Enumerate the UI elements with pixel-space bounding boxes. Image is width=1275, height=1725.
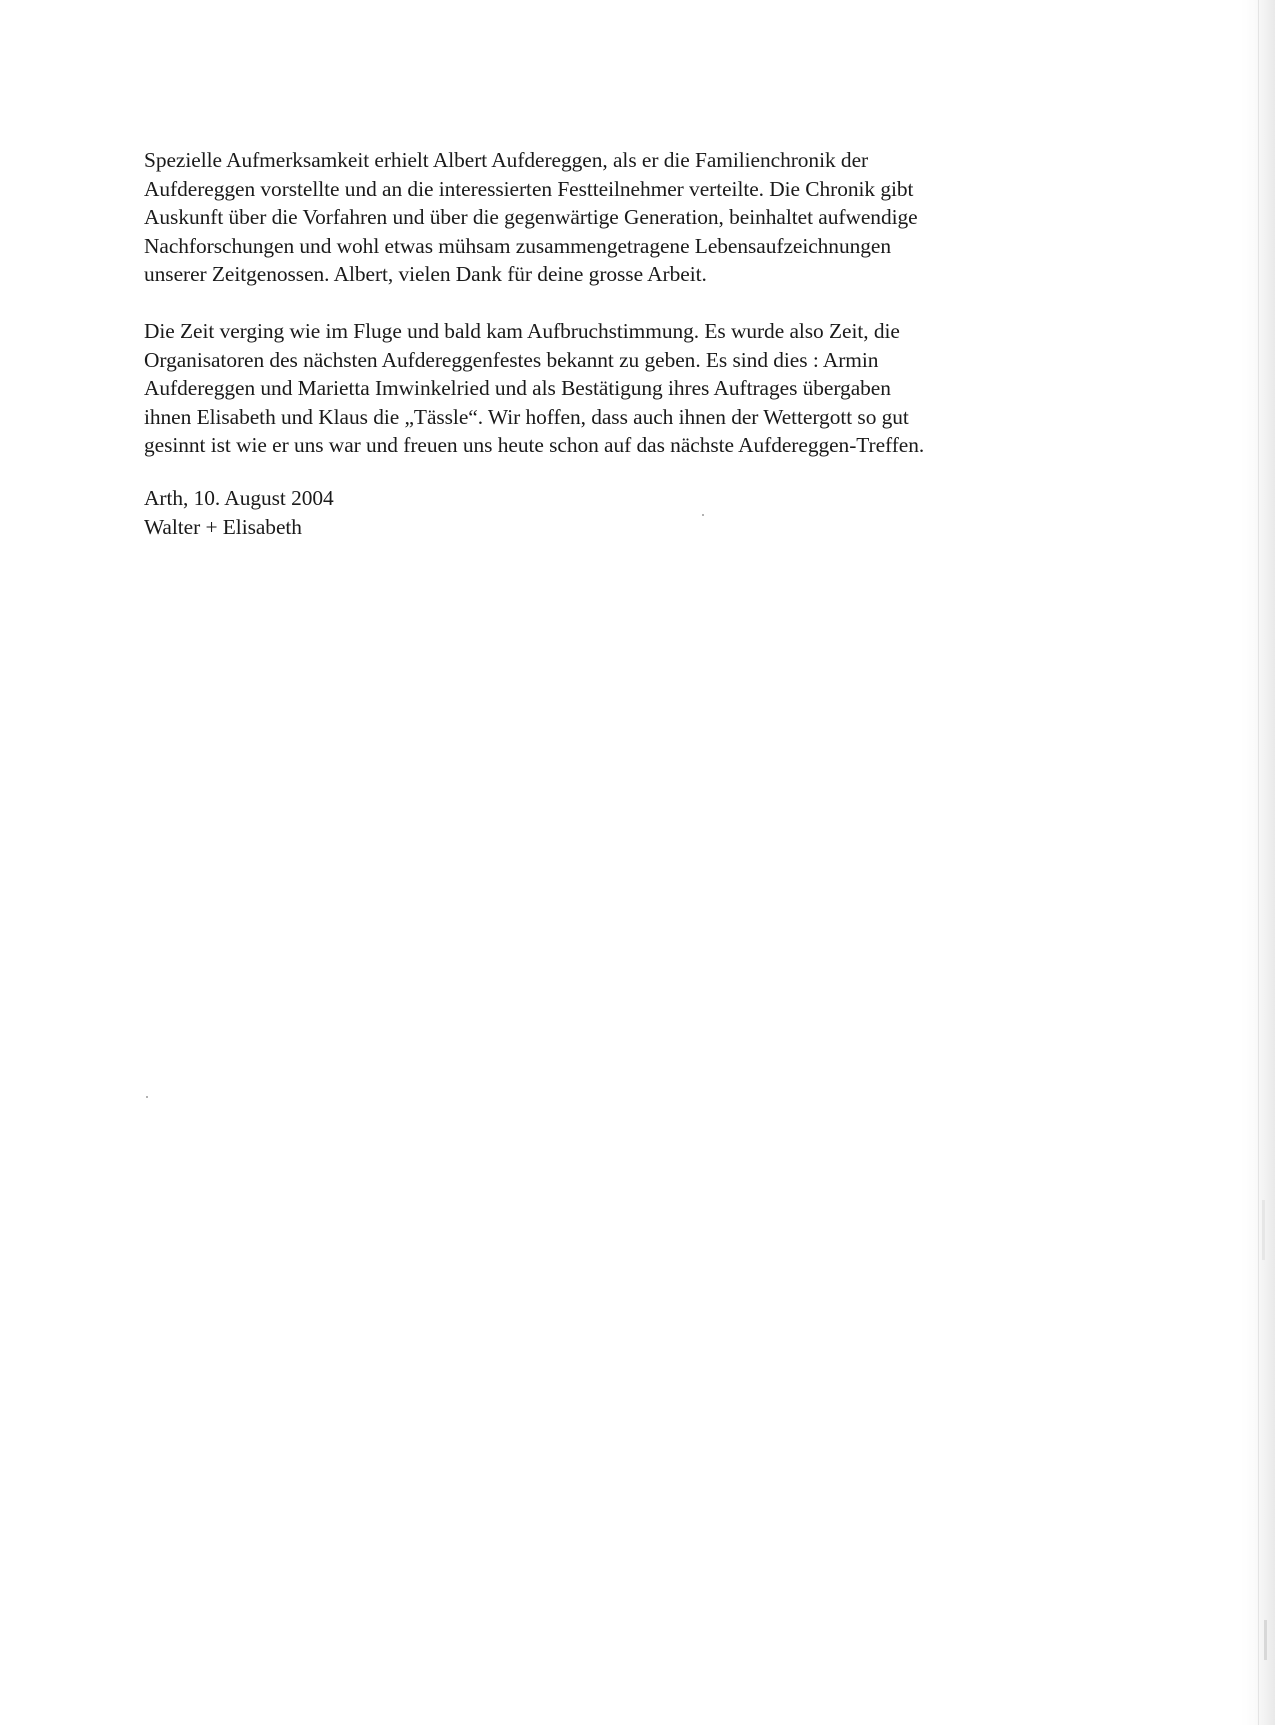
paragraph-spacer bbox=[144, 289, 1124, 317]
paragraph-chronik bbox=[144, 146, 1124, 289]
scan-edge-line bbox=[1258, 0, 1259, 1725]
text-line: ihnen Elisabeth und Klaus die „Tässle“. Wir hoffen, dass auch ihnen der Wettergott so gut bbox=[144, 404, 909, 429]
scan-speck bbox=[146, 1096, 148, 1098]
text-line: Aufdereggen und Marietta Imwinkelried und als Bestätigung ihres Auftrages übergaben bbox=[144, 376, 891, 401]
paragraph-spacer bbox=[144, 460, 1124, 484]
text-line: Auskunft über die Vorfahren und über die gegenwärtige Generation, beinhaltet aufwendige bbox=[144, 205, 918, 230]
letter-body bbox=[144, 146, 1124, 541]
scan-artifact bbox=[1264, 1620, 1267, 1660]
text-line: Aufdereggen vorstellte und an die interessierten Festteilnehmer verteilte. Die Chronik gibt bbox=[144, 176, 914, 201]
text-line: Die Zeit verging wie im Fluge und bald kam Aufbruchstimmung. Es wurde also Zeit, die bbox=[144, 318, 900, 343]
paragraph-organisatoren bbox=[144, 317, 1124, 460]
place-date: Arth, 10. August 2004 bbox=[144, 485, 334, 510]
text-line: Organisatoren des nächsten Aufdereggenfestes bekannt zu geben. Es sind dies : Armin bbox=[144, 347, 879, 372]
closing-block bbox=[144, 484, 1124, 541]
text-line: Spezielle Aufmerksamkeit erhielt Albert Aufdereggen, als er die Familienchronik der bbox=[144, 148, 869, 172]
text-line: unserer Zeitgenossen. Albert, vielen Dank für deine grosse Arbeit. bbox=[144, 262, 707, 287]
signature: Walter + Elisabeth bbox=[144, 514, 302, 539]
scan-speck bbox=[702, 514, 704, 516]
scan-artifact bbox=[1262, 1200, 1265, 1260]
text-line: gesinnt ist wie er uns war und freuen uns heute schon auf das nächste Aufdereggen-Treffen. bbox=[144, 433, 925, 458]
text-line: Nachforschungen und wohl etwas mühsam zusammengetragene Lebensaufzeichnungen bbox=[144, 233, 891, 258]
